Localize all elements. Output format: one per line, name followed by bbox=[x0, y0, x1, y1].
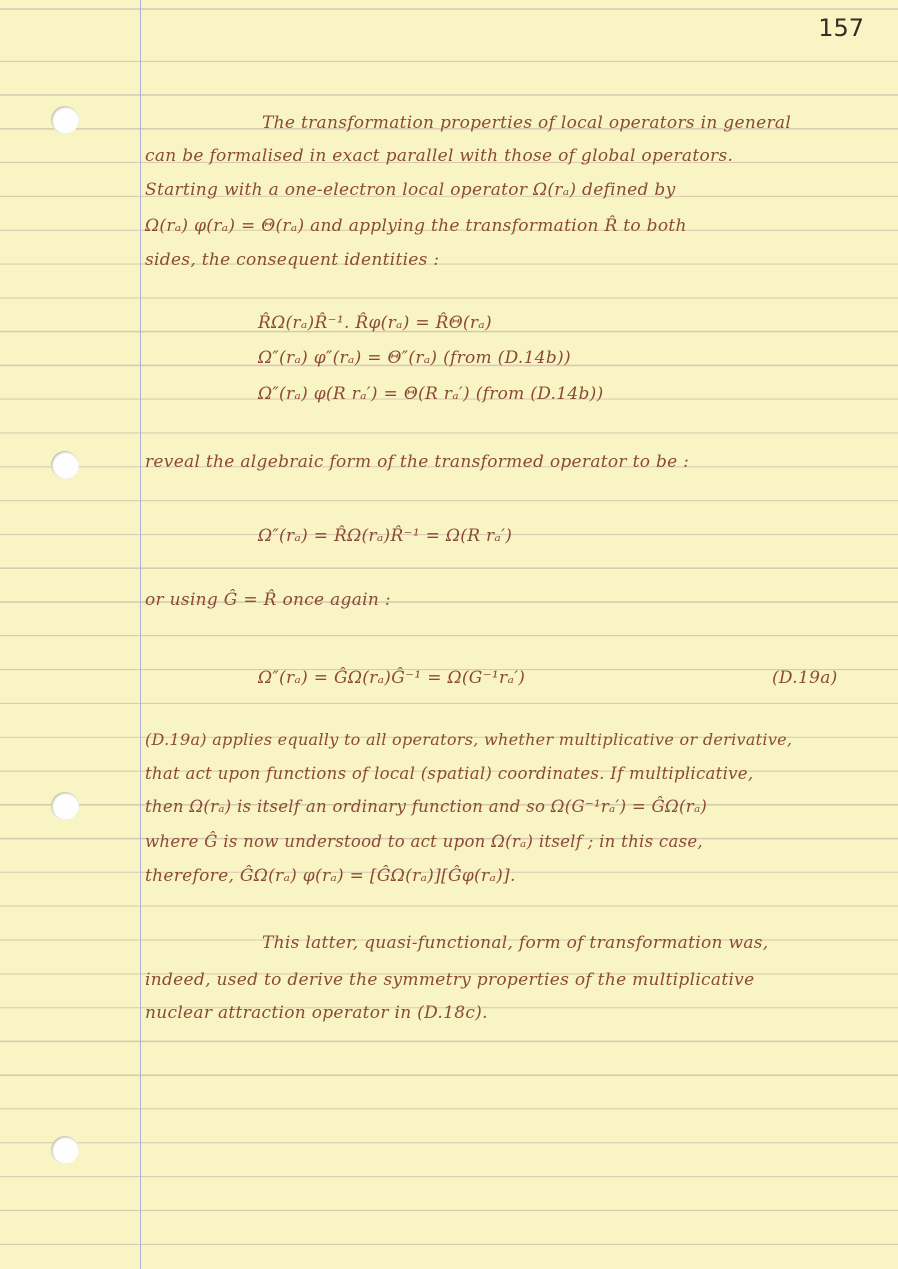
text-line: This latter, quasi-functional, form of transformation was, bbox=[262, 933, 769, 953]
equation-line: Ω″(rₐ) φ(R rₐ′) = Θ(R rₐ′) (from (D.14b)) bbox=[258, 384, 604, 404]
text-line: or using Ĝ = R̂ once again : bbox=[145, 590, 391, 610]
text-line: therefore, ĜΩ(rₐ) φ(rₐ) = [ĜΩ(rₐ)][Ĝφ(rₐ)]. bbox=[145, 866, 516, 886]
punch-hole bbox=[51, 1136, 79, 1164]
equation-line: R̂Ω(rₐ)R̂⁻¹. R̂φ(rₐ) = R̂Θ(rₐ) bbox=[258, 313, 492, 333]
text-line: sides, the consequent identities : bbox=[145, 250, 440, 270]
text-line: reveal the algebraic form of the transformed operator to be : bbox=[145, 452, 690, 472]
text-line: The transformation properties of local operators in general bbox=[262, 113, 792, 133]
equation-line: Ω″(rₐ) = R̂Ω(rₐ)R̂⁻¹ = Ω(R rₐ′) bbox=[258, 526, 513, 546]
punch-hole bbox=[51, 451, 79, 479]
text-line: where Ĝ is now understood to act upon Ω(rₐ) itself ; in this case, bbox=[145, 832, 703, 851]
text-line: (D.19a) applies equally to all operators, whether multiplicative or derivative, bbox=[145, 730, 793, 749]
text-line: Starting with a one-electron local operator Ω(rₐ) defined by bbox=[145, 180, 676, 200]
text-line: nuclear attraction operator in (D.18c). bbox=[145, 1003, 488, 1023]
equation-line: Ω″(rₐ) φ″(rₐ) = Θ″(rₐ) (from (D.14b)) bbox=[258, 348, 571, 368]
punch-hole bbox=[51, 792, 79, 820]
text-line: Ω(rₐ) φ(rₐ) = Θ(rₐ) and applying the transformation R̂ to both bbox=[145, 216, 687, 236]
text-line: can be formalised in exact parallel with those of global operators. bbox=[145, 146, 734, 166]
margin-line bbox=[140, 0, 141, 1269]
text-line: that act upon functions of local (spatial) coordinates. If multiplicative, bbox=[145, 764, 754, 783]
text-line: indeed, used to derive the symmetry properties of the multiplicative bbox=[145, 970, 755, 990]
equation-label: (D.19a) bbox=[772, 668, 838, 688]
page-number: 157 bbox=[818, 14, 864, 42]
punch-hole bbox=[51, 106, 79, 134]
equation-line: Ω″(rₐ) = ĜΩ(rₐ)Ĝ⁻¹ = Ω(G⁻¹rₐ′) bbox=[258, 668, 526, 688]
text-line: then Ω(rₐ) is itself an ordinary function and so Ω(G⁻¹rₐ′) = ĜΩ(rₐ) bbox=[145, 797, 708, 816]
